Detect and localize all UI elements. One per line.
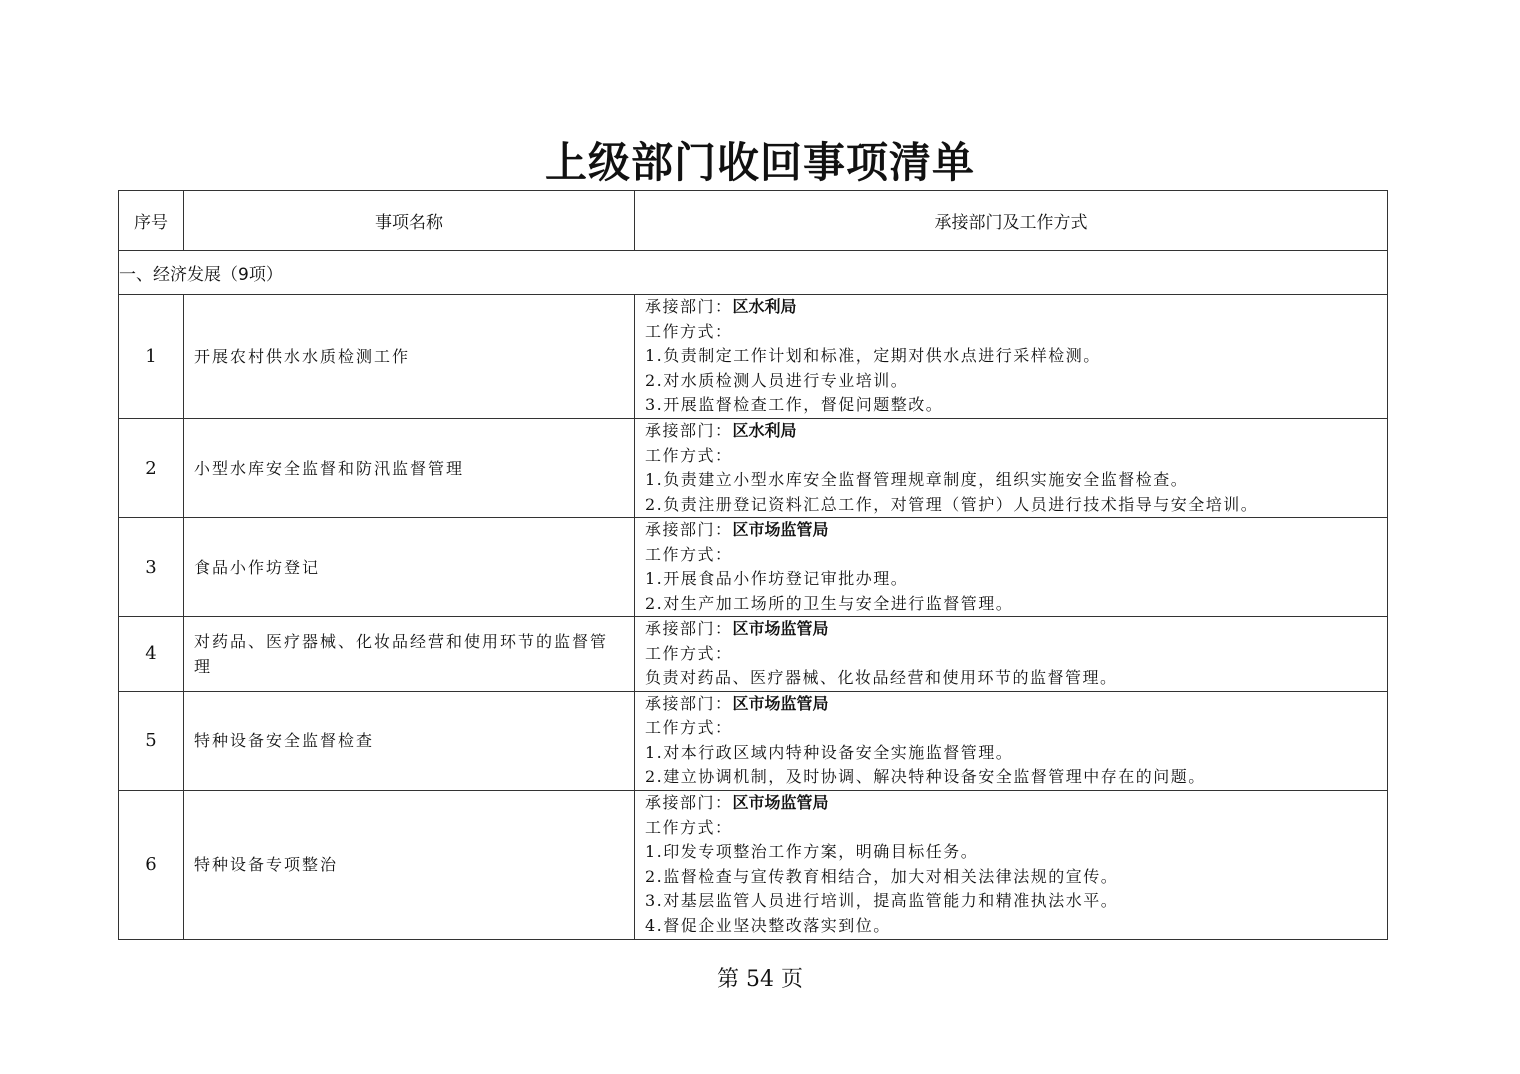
table-row [119,617,1388,692]
dept-name: 区市场监管局 [732,520,829,539]
method-label: 工作方式： [645,544,733,564]
dept-line [645,617,1377,642]
method-step: 1.印发专项整治工作方案，明确目标任务。 [645,842,979,861]
dept-label: 承接部门： [645,619,733,638]
method-step: 2.对水质检测人员进行专业培训。 [645,370,909,390]
dept-label: 承接部门： [645,693,733,713]
row-no: 3 [119,518,184,617]
method-step: 1.开展食品小作坊登记审批办理。 [645,569,909,588]
row-no: 4 [119,617,184,692]
method-step: 1.负责制定工作计划和标准，定期对供水点进行采样检测。 [645,346,1101,366]
method-label: 工作方式： [645,718,733,737]
method-step: 4.督促企业坚决整改落实到位。 [645,915,891,935]
row-detail [635,617,1388,692]
page-title: 上级部门收回事项清单 [544,138,975,187]
dept-name: 区水利局 [732,297,797,317]
method-step: 2.建立协调机制，及时协调、解决特种设备安全监督管理中存在的问题。 [645,767,1206,786]
method-step: 3.开展监督检查工作，督促问题整改。 [645,395,944,415]
method-step: 3.对基层监管人员进行培训，提高监管能力和精准执法水平。 [645,891,1119,910]
row-name: 小型水库安全监督和防汛监督管理 [184,419,635,518]
dept-label: 承接部门： [645,520,733,539]
row-name: 食品小作坊登记 [184,518,635,617]
row-detail [635,790,1388,939]
row-detail [635,295,1388,419]
page-number: 第 54 页 [717,967,803,992]
header-name: 事项名称 [184,191,635,251]
method-step: 2.负责注册登记资料汇总工作，对管理（管护）人员进行技术指导与安全培训。 [645,494,1259,514]
method-label: 工作方式： [645,817,733,837]
dept-line [645,692,1377,717]
header-dept: 承接部门及工作方式 [635,191,1388,251]
row-detail [635,419,1388,518]
row-no: 5 [119,691,184,790]
dept-label: 承接部门： [645,421,733,440]
table-row [119,518,1388,617]
dept-name: 区市场监管局 [732,619,829,638]
section-row [119,251,1388,295]
method-step: 1.对本行政区域内特种设备安全实施监督管理。 [645,742,1014,762]
dept-label: 承接部门： [645,297,733,317]
method-step: 2.监督检查与宣传教育相结合，加大对相关法律法规的宣传。 [645,866,1119,886]
dept-line [645,518,1377,543]
method-label: 工作方式： [645,321,733,341]
table-row [119,790,1388,939]
table-row [119,295,1388,419]
row-no: 1 [119,295,184,419]
method-step: 负责对药品、医疗器械、化妆品经营和使用环节的监督管理。 [645,668,1118,687]
dept-name: 区水利局 [732,421,797,440]
row-no: 6 [119,790,184,939]
row-name: 特种设备专项整治 [184,790,635,939]
row-detail [635,691,1388,790]
row-no: 2 [119,419,184,518]
dept-name: 区市场监管局 [732,793,829,812]
table-row [119,691,1388,790]
table-header-row [119,191,1388,251]
dept-line [645,419,1377,444]
section-title: 一、经济发展（9项） [119,251,1388,295]
method-step: 2.对生产加工场所的卫生与安全进行监督管理。 [645,593,1014,613]
row-name: 对药品、医疗器械、化妆品经营和使用环节的监督管理 [184,617,635,692]
dept-name: 区市场监管局 [732,693,829,713]
method-step: 1.负责建立小型水库安全监督管理规章制度，组织实施安全监督检查。 [645,470,1189,489]
row-detail [635,518,1388,617]
method-label: 工作方式： [645,445,733,465]
method-label: 工作方式： [645,643,733,663]
header-no: 序号 [119,191,184,251]
items-table [118,190,1388,940]
dept-line [645,295,1377,320]
dept-label: 承接部门： [645,793,733,812]
row-name: 开展农村供水水质检测工作 [184,295,635,419]
row-name: 特种设备安全监督检查 [184,691,635,790]
table-row [119,419,1388,518]
dept-line [645,791,1377,816]
